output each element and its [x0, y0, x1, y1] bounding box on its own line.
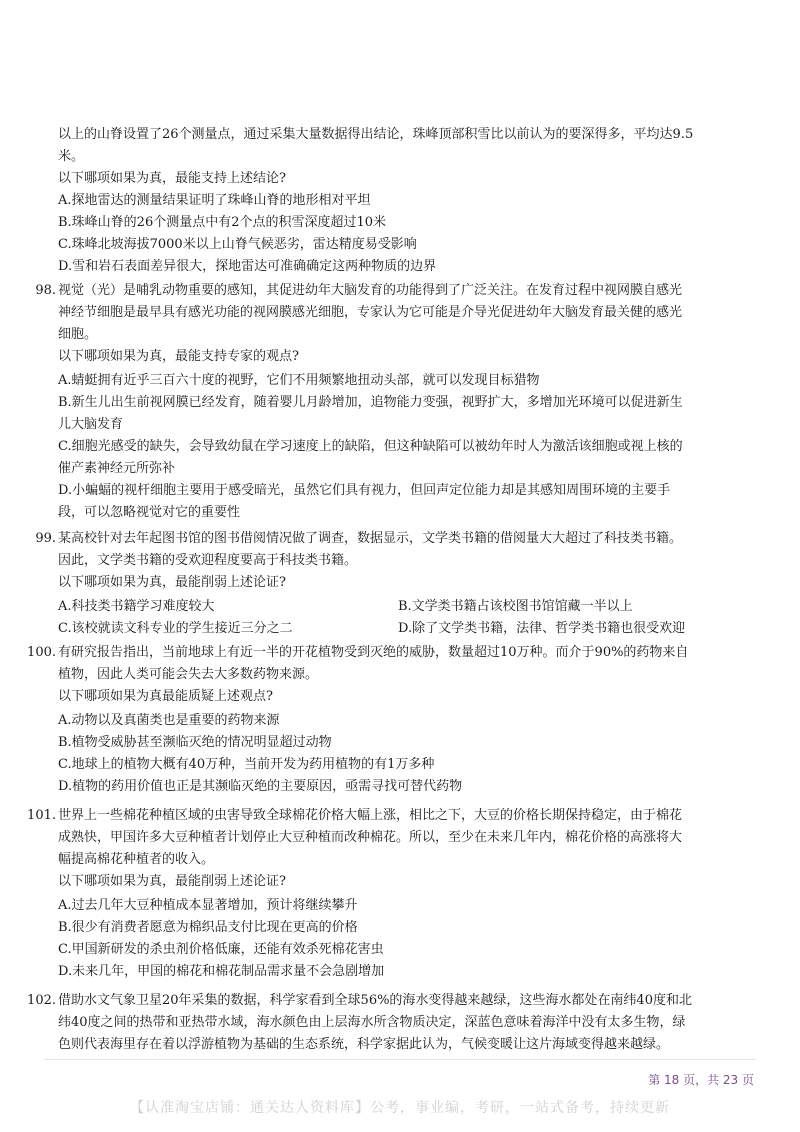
- stem-line: 米。: [58, 149, 85, 164]
- question-number: 100.: [27, 645, 56, 660]
- stem-line: 幅提高棉花种植者的收入。: [58, 852, 215, 867]
- stem-line: 有研究报告指出，当前地球上有近一半的开花植物受到灭绝的威胁，数量超过10万种。而介于90%的药物来自: [58, 645, 689, 660]
- option-d: D.除了文学类书籍，法律、哲学类书籍也很受欢迎: [398, 621, 686, 636]
- option-d-line: 段，可以忽略视觉对它的重要性: [58, 505, 241, 520]
- option-d: D.雪和岩石表面差异很大，探地雷达可准确确定这两种物质的边界: [58, 259, 437, 274]
- option-c: C.甲国新研发的杀虫剂价格低廉，还能有效杀死棉花害虫: [58, 942, 384, 957]
- option-row: [58, 596, 758, 618]
- stem-line: 世界上一些棉花种植区域的虫害导致全球棉花价格大幅上涨，相比之下，大豆的价格长期保持稳定，由于棉花: [58, 808, 683, 823]
- option-a: A.探地雷达的测量结果证明了珠峰山脊的地形相对平坦: [58, 193, 371, 208]
- option-c-line: C.细胞光感受的缺失，会导致幼鼠在学习速度上的缺陷，但这种缺陷可以被幼年时人为激活该细胞或视上核的: [58, 439, 683, 454]
- stem-line: 植物，因此人类可能会失去大多数药物来源。: [58, 667, 319, 682]
- option-d: D.植物的药用价值也正是其濒临灭绝的主要原因，亟需寻找可替代药物: [58, 779, 463, 794]
- option-a: A.动物以及真菌类也是重要的药物来源: [58, 713, 280, 728]
- option-d: D.未来几年，甲国的棉花和棉花制品需求量不会急剧增加: [58, 964, 385, 979]
- question-102: [27, 990, 758, 1056]
- option-b-line: 儿大脑发育: [58, 417, 124, 432]
- option-c-line: 催产素神经元所弥补: [58, 461, 176, 476]
- option-b: B.珠峰山脊的26个测量点中有2个点的积雪深度超过10米: [58, 215, 387, 230]
- option-b: B.很少有消费者愿意为棉织品支付比现在更高的价格: [58, 920, 358, 935]
- option-a: A.蜻蜓拥有近乎三百六十度的视野，它们不用频繁地扭动头部，就可以发现目标猎物: [58, 373, 540, 388]
- stem-line: 以上的山脊设置了26个测量点，通过采集大量数据得出结论，珠峰顶部积雪比以前认为的要深得多，平均达9.5: [58, 127, 694, 142]
- footer-divider: [44, 1059, 756, 1060]
- option-b: B.植物受威胁甚至濒临灭绝的情况明显超过动物: [58, 735, 332, 750]
- question-101: [27, 805, 758, 983]
- question-number: 102.: [27, 993, 56, 1008]
- option-row: [58, 618, 758, 640]
- option-d: [58, 480, 758, 524]
- stem-line: 神经节细胞是最早具有感光功能的视网膜感光细胞，专家认为它可能是介导光促进幼年大脑发育最关健的感光: [58, 305, 683, 320]
- option-a: A.科技类书籍学习难度较大: [58, 599, 215, 614]
- question-prompt: 以下哪项如果为真，最能削弱上述论证?: [58, 575, 286, 590]
- stem-line: 色则代表海里存在着以浮游植物为基础的生态系统，科学家据此认为，气候变暖让这片海域变得越来越绿。: [58, 1037, 670, 1052]
- question-number: 99.: [35, 531, 56, 546]
- stem-line: 视觉（光）是哺乳动物重要的感知，其促进幼年大脑发育的功能得到了广泛关注。在发育过程中视网膜自感光: [58, 283, 683, 298]
- option-c: C.珠峰北坡海拔7000米以上山脊气候恶劣，雷达精度易受影响: [58, 237, 417, 252]
- question-prompt: 以下哪项如果为真，最能支持上述结论?: [58, 171, 286, 186]
- page-number: 第 18 页，共 23 页: [648, 1073, 754, 1087]
- stem-line: 借助水文气象卫星20年采集的数据，科学家看到全球56%的海水变得越来越绿，这些海水都处在南纬40度和北: [58, 993, 692, 1008]
- stem-line: 细胞。: [58, 327, 98, 342]
- option-c: [58, 436, 758, 480]
- question-number: 101.: [27, 808, 56, 823]
- question-prompt: 以下哪项如果为真最能质疑上述观点?: [58, 689, 273, 704]
- question-98: [35, 280, 758, 524]
- option-c: C.地球上的植物大概有40万种，当前开发为药用植物的有1万多种: [58, 757, 435, 772]
- stem-line: 因此，文学类书籍的受欢迎程度要高于科技类书籍。: [58, 553, 358, 568]
- option-a: A.过去几年大豆种植成本显著增加，预计将继续攀升: [58, 898, 358, 913]
- option-b: B.文学类书籍占该校图书馆馆藏一半以上: [398, 599, 633, 614]
- question-99: [35, 528, 758, 640]
- stem-line: 某高校针对去年起图书馆的图书借阅情况做了调查，数据显示，文学类书籍的借阅量大大超过了科技类书籍。: [58, 531, 683, 546]
- question-number: 98.: [35, 283, 56, 298]
- question-97-continuation: [58, 124, 758, 278]
- option-b: [58, 392, 758, 436]
- stem-line: 纬40度之间的热带和亚热带水域，海水颜色由上层海水所含物质决定，深蓝色意味着海洋中没有太多生物，绿: [58, 1015, 686, 1030]
- question-100: [27, 642, 758, 798]
- watermark-text: 【认准淘宝店铺：通关达人资料库】公考，事业编，考研，一站式备考，持续更新: [130, 1100, 670, 1116]
- question-prompt: 以下哪项如果为真，最能削弱上述论证?: [58, 874, 286, 889]
- option-d-line: D.小蝙蝠的视杆细胞主要用于感受暗光，虽然它们具有视力，但回声定位能力却是其感知周围环境的主要手: [58, 483, 671, 498]
- question-prompt: 以下哪项如果为真，最能支持专家的观点?: [58, 349, 299, 364]
- stem-line: 成熟快，甲国许多大豆种植者计划停止大豆种植而改种棉花。所以，至少在未来几年内，棉花价格的高涨将大: [58, 830, 683, 845]
- option-c: C.该校就读文科专业的学生接近三分之二: [58, 621, 293, 636]
- option-b-line: B.新生儿出生前视网膜已经发育，随着婴儿月龄增加，追物能力变强，视野扩大，多增加光环境可以促进新生: [58, 395, 683, 410]
